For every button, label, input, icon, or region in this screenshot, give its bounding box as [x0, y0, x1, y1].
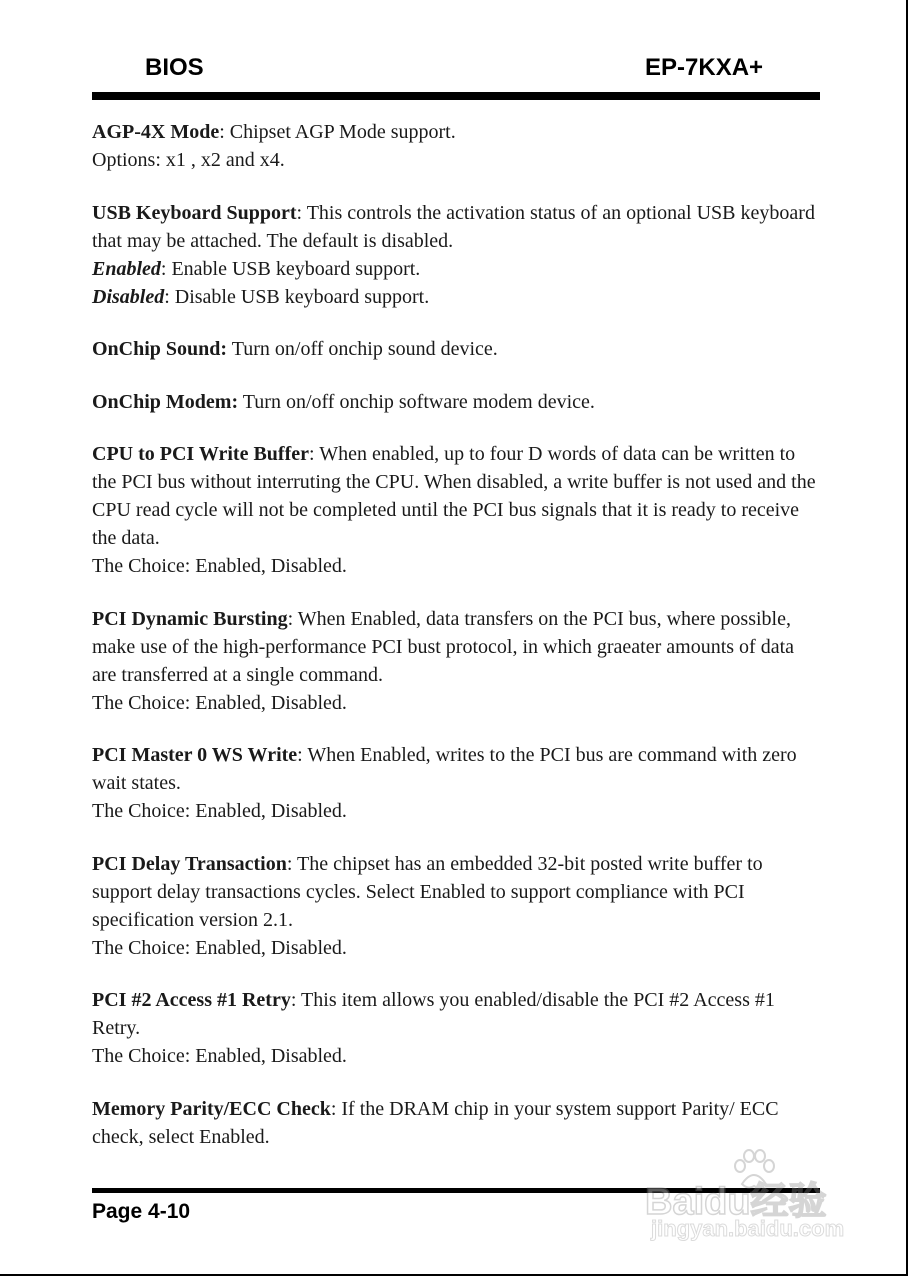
page-number: Page 4-10 [92, 1200, 191, 1223]
item-description: : This controls the activation status of an optional USB keyboard that may be attached. The default is disabled. [92, 201, 815, 252]
item-title: PCI Master 0 WS Write [92, 744, 298, 766]
item-description: : When Enabled, data transfers on the PCI bus, where possible, make use of the high-performance PCI bust protocol, in which graeater amounts of data are transferred at a single command. [92, 607, 795, 686]
item-choice: The Choice: Enabled, Disabled. [92, 800, 347, 822]
item-choice: The Choice: Enabled, Disabled. [92, 691, 347, 714]
option-disabled-desc: : Disable USB keyboard support. [164, 285, 430, 308]
option-disabled-label: Disabled [92, 285, 165, 308]
section-cpu-pci-write-buffer [92, 440, 822, 580]
item-title: PCI #2 Access #1 Retry [92, 989, 291, 1011]
item-title: PCI Dynamic Bursting [92, 607, 288, 630]
item-description: : This item allows you enabled/disable the PCI #2 Access #1 Retry. [92, 989, 775, 1039]
item-title: CPU to PCI Write Buffer [92, 443, 309, 465]
watermark-logo: Baidu经验 [645, 1181, 827, 1223]
header-model-title: EP-7KXA+ [645, 54, 764, 81]
header-rule [92, 92, 820, 100]
option-enabled-label: Enabled [92, 257, 161, 280]
item-choice: The Choice: Enabled, Disabled. [92, 555, 347, 577]
option-enabled-desc: : Enable USB keyboard support. [160, 257, 421, 280]
item-description: : When enabled, up to four D words of data can be written to the PCI bus without interruting the CPU. When disabled, a write buffer is not used and the CPU read cycle will not be completed until the PCI bus signals that it is ready to receive the data. [92, 443, 816, 549]
item-choice: The Choice: Enabled, Disabled. [92, 936, 347, 959]
item-options: Options: x1 , x2 and x4. [92, 149, 285, 171]
section-pci-delay-transaction [92, 850, 822, 962]
item-description: Turn on/off onchip software modem device. [238, 390, 595, 413]
item-title: PCI Delay Transaction [92, 852, 287, 875]
item-choice: The Choice: Enabled, Disabled. [92, 1045, 347, 1067]
section-usb-keyboard [92, 199, 822, 311]
item-title: USB Keyboard Support [92, 201, 297, 224]
section-pci-master-0ws-write [92, 741, 822, 825]
watermark [645, 1148, 860, 1248]
item-description: : The chipset has an embedded 32-bit posted write buffer to support delay transactions cycles. Select Enabled to support compliance with PCI specification version 2.1. [92, 852, 763, 931]
item-title: Memory Parity/ECC Check [92, 1097, 331, 1120]
item-description: : When Enabled, writes to the PCI bus are command with zero wait states. [92, 744, 797, 794]
section-pci2-access1-retry [92, 986, 822, 1070]
section-agp-mode [92, 118, 822, 174]
item-title: AGP-4X Mode [92, 121, 220, 143]
item-description: : Chipset AGP Mode support. [219, 121, 456, 143]
header-left-title: BIOS [145, 54, 204, 81]
item-description: Turn on/off onchip sound device. [227, 338, 498, 360]
item-title: OnChip Sound: [92, 338, 228, 360]
watermark-url: jingyan.baidu.com [651, 1216, 845, 1241]
section-onchip-modem [92, 388, 822, 416]
document-body [92, 118, 822, 1175]
section-memory-parity-ecc [92, 1095, 822, 1151]
section-onchip-sound [92, 335, 822, 363]
item-title: OnChip Modem: [92, 390, 239, 413]
item-description: : If the DRAM chip in your system support Parity/ ECC check, select Enabled. [92, 1097, 779, 1148]
section-pci-dynamic-bursting [92, 605, 822, 717]
